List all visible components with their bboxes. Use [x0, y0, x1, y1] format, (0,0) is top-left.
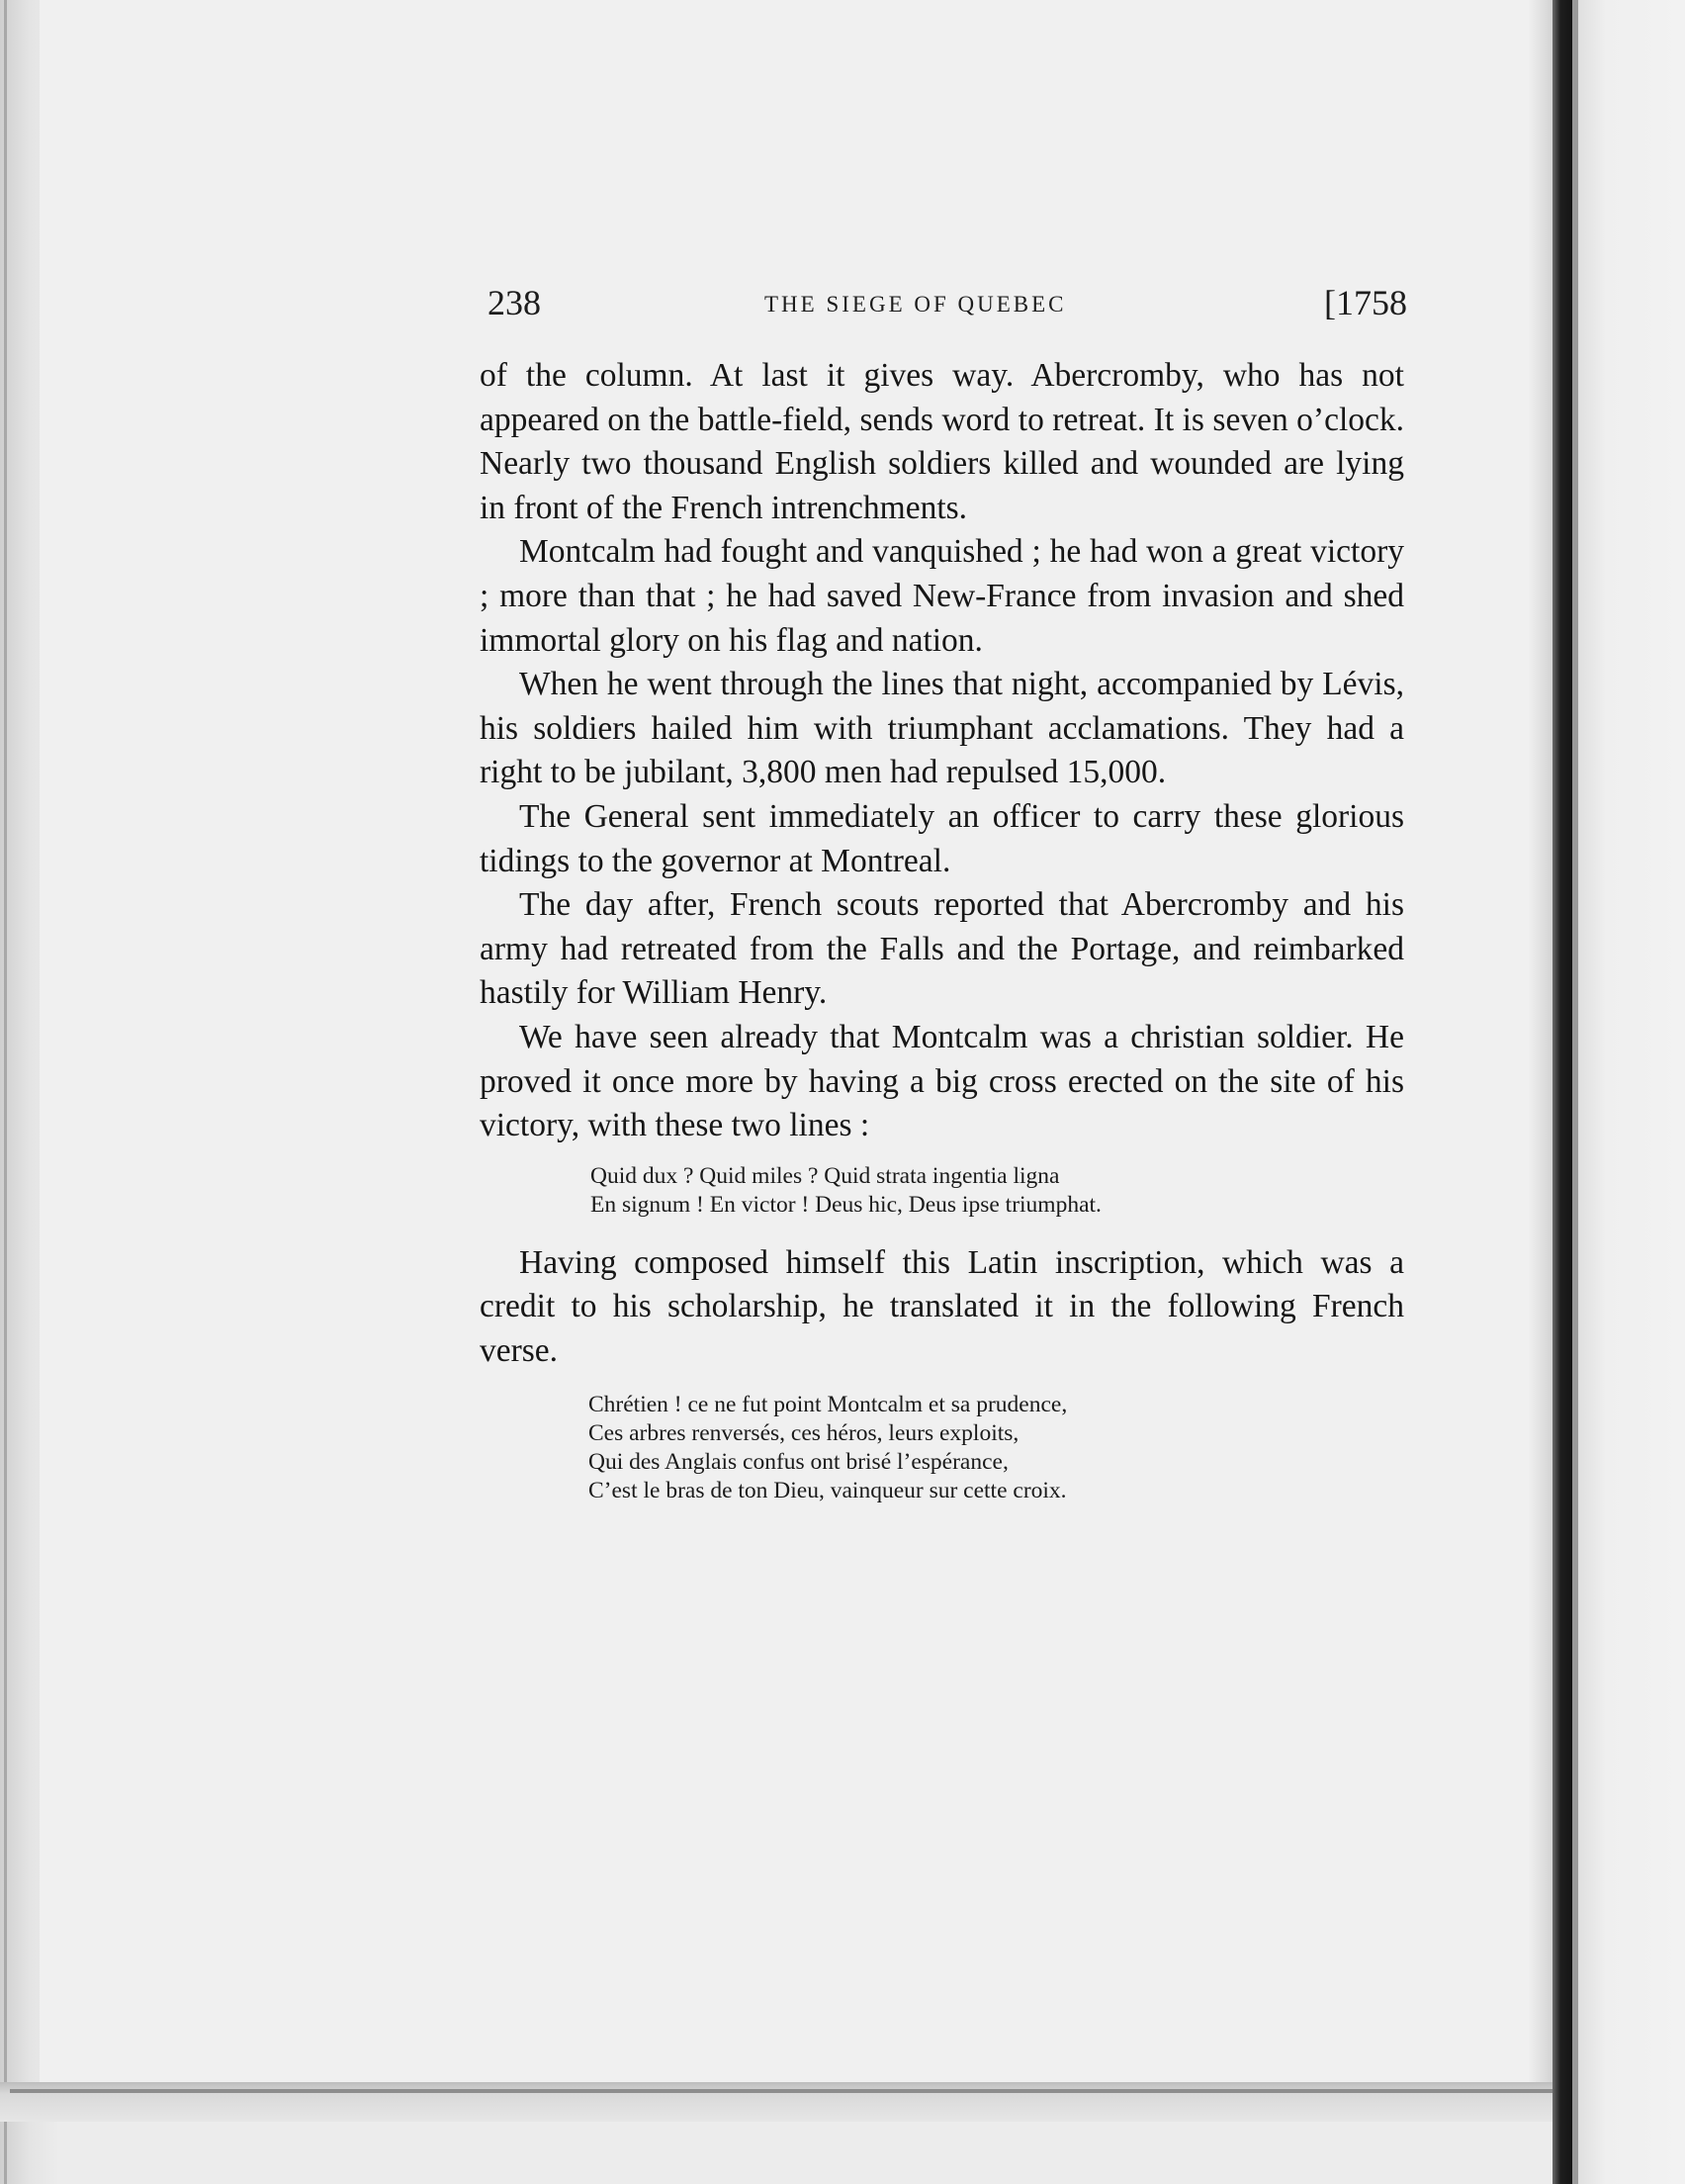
french-verse — [588, 1391, 1404, 1505]
paragraph-4: The General sent immediately an officer to carry these glorious tidings to the governor at Montreal. — [480, 797, 1404, 879]
running-title: THE SIEGE OF QUEBEC — [764, 292, 1067, 317]
french-verse-line-4: C’est le bras de ton Dieu, vainqueur sur cette croix. — [588, 1478, 1067, 1504]
adjacent-page-edge — [1572, 0, 1578, 2184]
book-gutter — [1552, 0, 1572, 2184]
scan-left-edge-line — [4, 0, 7, 2184]
french-verse-line-1: Chrétien ! ce ne fut point Montcalm et sa prudence, — [588, 1392, 1068, 1418]
adjacent-page — [1572, 0, 1685, 2184]
gutter-shadow — [1528, 0, 1552, 2092]
paragraph-5: The day after, French scouts reported that Abercromby and his army had retreated from the Falls and the Portage, and reimbarked hastily for William Henry. — [480, 886, 1404, 1012]
page-number: 238 — [488, 283, 541, 322]
body-text — [480, 354, 1404, 1505]
latin-verse-line-2: En signum ! En victor ! Deus hic, Deus ipse triumphat. — [590, 1191, 1102, 1218]
french-verse-line-2: Ces arbres renversés, ces héros, leurs exploits, — [588, 1420, 1020, 1447]
paragraph-6: We have seen already that Montcalm was a christian soldier. He proved it once more by having a big cross erected on the site of his victory, with these two lines : — [480, 1018, 1404, 1144]
latin-inscription — [590, 1162, 1404, 1220]
running-head — [488, 282, 1407, 331]
paragraph-1: of the column. At last it gives way. Abercromby, who has not appeared on the battle-field, sends word to retreat. It is seven o’clock. Nearly two thousand English soldiers killed and wounded are lying in front of the French intrenchments. — [480, 357, 1404, 526]
latin-verse-line-1: Quid dux ? Quid miles ? Quid strata ingentia ligna — [590, 1162, 1060, 1189]
paragraph-2: Montcalm had fought and vanquished ; he had won a great victory ; more than that ; he had saved New-France from invasion and shed immortal glory on his flag and nation. — [480, 533, 1404, 659]
paragraph-3: When he went through the lines that night, accompanied by Lévis, his soldiers hailed him with triumphant acclamations. They had a right to be jubilant, 3,800 men had repulsed 15,000. — [480, 666, 1404, 791]
french-verse-line-3: Qui des Anglais confus ont brisé l’espérance, — [588, 1449, 1009, 1476]
running-year: [1758 — [1324, 283, 1407, 322]
paragraph-7: Having composed himself this Latin inscription, which was a credit to his scholarship, he translated it in the following French verse. — [480, 1243, 1404, 1369]
page-bottom-edge — [10, 2089, 1572, 2093]
page-bottom-shadow — [0, 2082, 1572, 2122]
